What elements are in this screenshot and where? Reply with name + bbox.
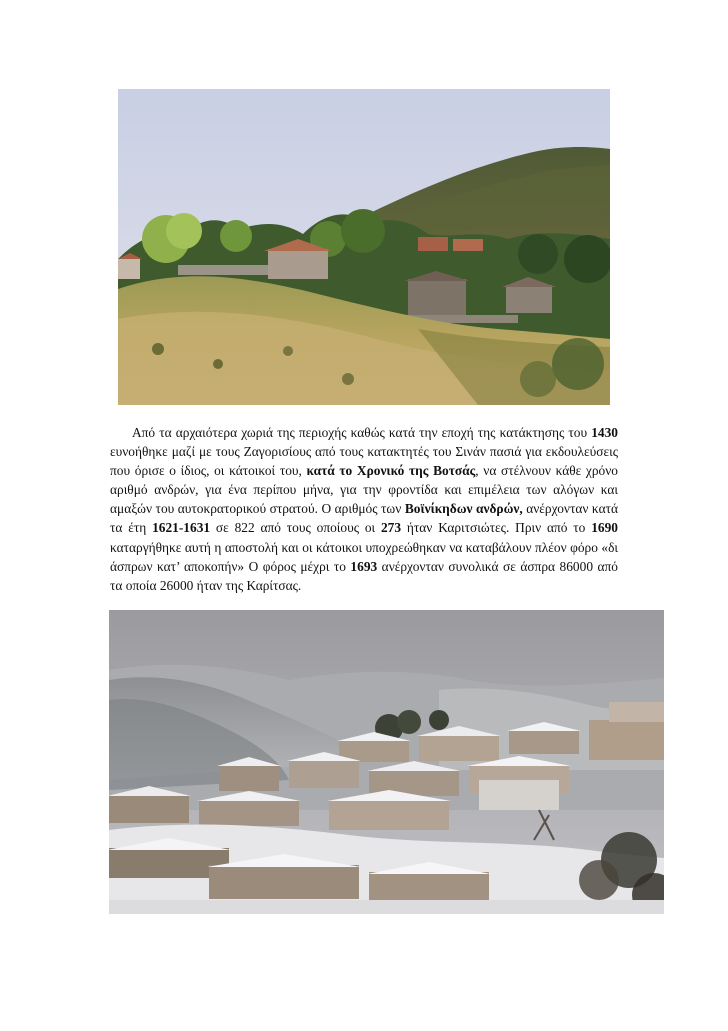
year-1690: 1690 — [591, 520, 618, 536]
paragraph-text — [110, 423, 618, 595]
years-1621-1631: 1621-1631 — [152, 520, 211, 536]
text-run: σε 822 από τους οποίους οι — [210, 520, 381, 536]
count-273: 273 — [380, 520, 402, 536]
chronicle-of-votsa: κατά το Χρονικό της Βοτσάς — [306, 463, 476, 479]
text-run: ήταν Καριτσιώτες. Πριν από το — [401, 520, 592, 536]
text-run: καταργήθηκε αυτή η αποστολή και οι κάτοικοι υποχρεώθηκαν να καταβάλουν πλέον φόρο «δι άσπρων κατ’ αποκοπήν» Ο φόρος μέχρι το — [110, 539, 618, 574]
voinikides-men: Βοϊνίκηδων ανδρών, — [404, 501, 523, 517]
text-run: ανέρχονταν συνολικά σε άσπρα 86000 από τα οποία 26000 ήταν της Καρίτσας. — [110, 558, 618, 593]
history-paragraph — [110, 423, 618, 595]
text-run: ευνοήθηκε μαζί με τους Ζαγορισίους από τους κατακτητές του Σινάν πασιά για εκδουλεύσεις που όρισε ο ίδιος, οι κάτοικοί του, — [110, 444, 618, 479]
year-1693: 1693 — [350, 558, 378, 574]
text-run: Από τα αρχαιότερα χωριά της περιοχής καθώς κατά την εποχή της κατάκτησης του — [132, 425, 592, 440]
year-1430: 1430 — [591, 425, 618, 440]
village-snow-photo — [109, 610, 664, 914]
text-run: , να στέλνουν κάθε χρόνο αριθμό ανδρών, για ένα περίπου μήνα, για την φροντίδα και επιμέλεια των αλόγων και αμαξών του αυτοκρατορικού στρατού. Ο αριθμός των — [110, 463, 619, 517]
text-run: ανέρχονταν κατά τα έτη — [110, 501, 618, 536]
village-autumn-photo — [118, 89, 610, 405]
